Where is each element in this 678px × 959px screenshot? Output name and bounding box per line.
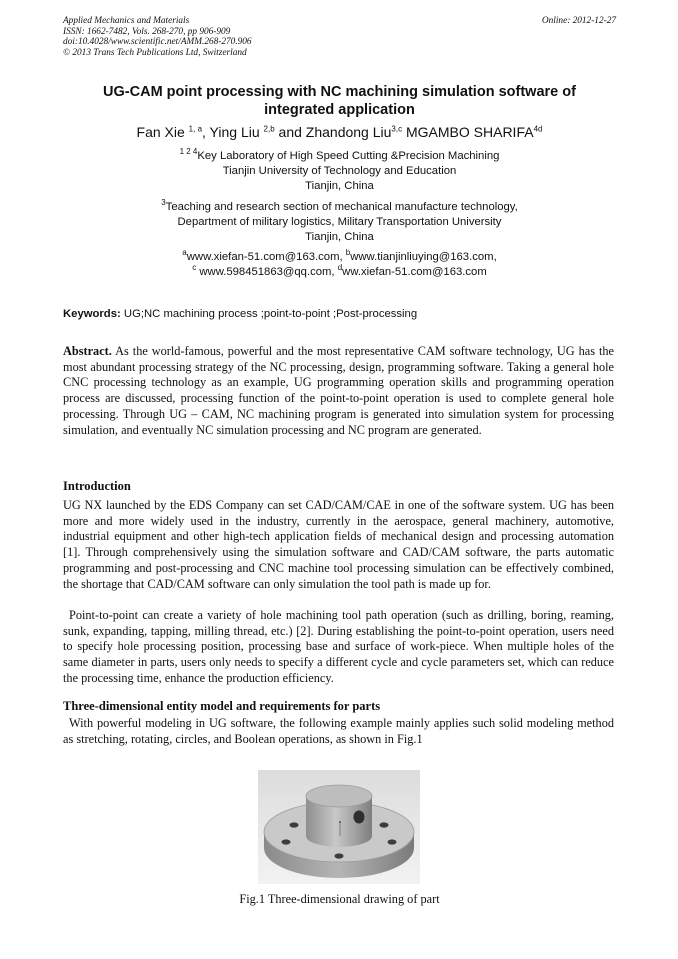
aff1-line-2: Tianjin University of Technology and Education [222, 165, 457, 177]
figure-1 [258, 770, 420, 884]
paper-title [63, 83, 616, 119]
section-2-paragraph: With powerful modeling in UG software, the following example mainly applies such solid modeling method as stretching, rotating, circles, and Boolean operations, as shown in Fig.1 [63, 716, 614, 746]
author-4-sup: 4d [533, 124, 543, 134]
author-1-sup: 1, a [188, 124, 203, 134]
email-c[interactable]: www.598451863@qq.com, [199, 266, 335, 278]
figure-1-caption: Fig.1 Three-dimensional drawing of part [239, 892, 440, 906]
email-a[interactable]: www.xiefan-51.com@163.com, [186, 251, 343, 263]
issn-line: ISSN: 1662-7482, Vols. 268-270, pp 906-909 [63, 26, 231, 37]
introduction-paragraph-2: Point-to-point can create a variety of hole machining tool path operation (such as drilling, boring, reaming, sunk, expanding, tapping, milling thread, etc.) [2]. During establishing the point-to-point operation, users need to specify hole processing position, processing base and surface of work-piece. When multiple holes of the same diameter in parts, users only needs to specify a different cycle and cycle parameters set, which can reduce the processing time, enhance the production efficiency. [63, 608, 614, 685]
keywords-text: UG;NC machining process ;point-to-point ;Post-processing [123, 308, 418, 320]
email-c-sup: c [192, 263, 197, 273]
author-2-sup: 2,b [263, 124, 275, 134]
keywords-label: Keywords: [63, 308, 121, 320]
copyright-line: © 2013 Trans Tech Publications Ltd, Switzerland [63, 47, 247, 58]
aff1-line-3: Tianjin, China [305, 180, 374, 192]
part-3d-drawing [258, 770, 420, 884]
email-list [63, 250, 616, 280]
email-b[interactable]: www.tianjinliuying@163.com, [350, 251, 497, 263]
email-d[interactable]: ww.xiefan-51.com@163.com [342, 266, 487, 278]
abstract-text: As the world-famous, powerful and the most representative CAM software technology, UG has the most abundant processing strategy of the NC processing, design, programming software. Taking a general hole CNC processing technology as an example, UG programming operation skills and programming operation process are discussed, processing function of the point-to-point operation is used to complete general hole processing. Through UG – CAM, NC machining program is generated into simulation system for processing simulation, and eventually NC simulation processing and NC program are generated. [63, 344, 614, 437]
title-line-2: integrated application [264, 102, 415, 118]
aff2-line-1: Teaching and research section of mechanical manufacture technology, [165, 201, 518, 213]
author-1: Fan Xie [136, 124, 185, 140]
abstract-label: Abstract. [63, 344, 112, 358]
author-3: Zhandong Liu [305, 124, 392, 140]
section-2-heading: Three-dimensional entity model and requirements for parts [63, 699, 381, 713]
introduction-heading: Introduction [63, 479, 131, 493]
title-line-1: UG-CAM point processing with NC machining simulation software of [103, 84, 576, 100]
author-2: Ying Liu [209, 124, 260, 140]
keywords [63, 308, 616, 320]
author-4: MGAMBO SHARIFA [405, 124, 534, 140]
aff2-line-2: Department of military logistics, Military Transportation University [177, 216, 502, 228]
affiliation-1 [63, 149, 616, 194]
aff1-line-1: Key Laboratory of High Speed Cutting &Precision Machining [197, 150, 500, 162]
email-b-sup: b [345, 248, 351, 258]
aff2-sup: 3 [161, 198, 166, 208]
journal-name: Applied Mechanics and Materials [63, 16, 190, 26]
email-d-sup: d [337, 263, 343, 273]
author-list: Fan Xie $^{1, a}$, Ying Liu $^{2,b}$ and Zhandong Liu$^{3,c}$ MGAMBO $SHARIFA^{4d}$ [136, 124, 543, 140]
online-date: Online: 2012-12-27 [541, 16, 616, 26]
email-a-sup: a [182, 248, 187, 258]
journal-header [63, 16, 616, 58]
author-and: and [278, 124, 302, 140]
abstract [63, 344, 614, 438]
affiliation-2 [63, 200, 616, 245]
author-3-sup: 3,c [391, 124, 403, 134]
aff1-sup: 1 2 4 [179, 147, 198, 157]
doi-line: doi:10.4028/www.scientific.net/AMM.268-270.906 [63, 37, 252, 48]
introduction-paragraph-1: UG NX launched by the EDS Company can set CAD/CAM/CAE in one of the software system. UG has been more and more widely used in the industry, currently in the aerospace, general machinery, automotive, industrial equipment and other high-tech application fields of mechanical design and processing automation [1]. Through comprehensively using the simulation software and CAD/CAM software, the parts automatic programming and post-processing and CNC machine tool processing simulation can be effectively combined, the shortage that CAD/CAM software can only simulation the tool path is made up for. [63, 498, 614, 591]
aff2-line-3: Tianjin, China [305, 231, 374, 243]
